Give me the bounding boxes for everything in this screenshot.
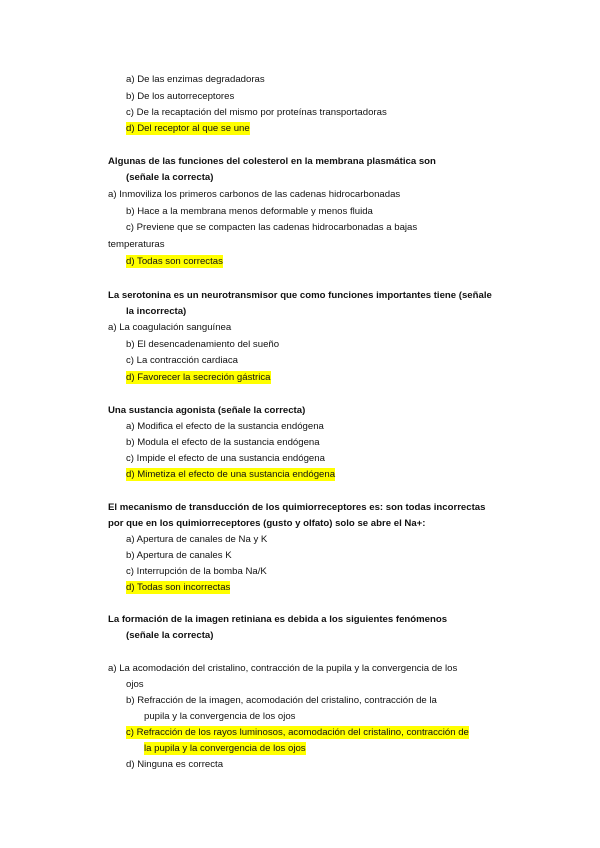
question-title-cont: (señale la correcta): [126, 172, 214, 183]
option-a: a) Apertura de canales de Na y K: [126, 534, 268, 545]
question-title-cont: por que en los quimiorreceptores (gusto y olfato) solo se abre el Na+:: [108, 518, 426, 529]
option-b-cont: pupila y la convergencia de los ojos: [144, 711, 296, 722]
option-c: c) De la recaptación del mismo por proteínas transportadoras: [126, 107, 387, 118]
option-b: b) Modula el efecto de la sustancia endógena: [126, 437, 320, 448]
option-b: b) De los autorreceptores: [126, 91, 235, 102]
option-b: b) Hace a la membrana menos deformable y menos fluida: [126, 206, 373, 217]
option-a: a) Inmoviliza los primeros carbonos de las cadenas hidrocarbonadas: [108, 189, 401, 200]
option-a-cont: ojos: [126, 679, 144, 690]
option-b: b) El desencadenamiento del sueño: [126, 339, 280, 350]
question-title: Algunas de las funciones del colesterol en la membrana plasmática son: [108, 156, 436, 167]
question-title: La serotonina es un neurotransmisor que como funciones importantes tiene (señale: [108, 290, 492, 301]
option-c-cont: temperaturas: [108, 239, 165, 250]
option-c-highlighted: c) Refracción de los rayos luminosos, acomodación del cristalino, contracción de: [126, 727, 469, 738]
option-a: a) Modifica el efecto de la sustancia endógena: [126, 421, 324, 432]
question-title: Una sustancia agonista (señale la correcta): [108, 405, 306, 416]
option-a: a) La coagulación sanguínea: [108, 322, 232, 333]
option-d-highlighted: d) Todas son incorrectas: [126, 582, 231, 593]
option-d: d) Ninguna es correcta: [126, 759, 224, 770]
option-d-highlighted: d) Mimetiza el efecto de una sustancia endógena: [126, 469, 336, 480]
option-b: b) Apertura de canales K: [126, 550, 232, 561]
option-d-highlighted: d) Del receptor al que se une: [126, 123, 250, 134]
option-c: c) Previene que se compacten las cadenas hidrocarbonadas a bajas: [126, 222, 418, 233]
option-c: c) Interrupción de la bomba Na/K: [126, 566, 267, 577]
question-title-cont: (señale la correcta): [126, 630, 214, 641]
option-c: c) Impide el efecto de una sustancia endógena: [126, 453, 325, 464]
option-c-highlighted-cont: la pupila y la convergencia de los ojos: [144, 743, 306, 754]
option-b: b) Refracción de la imagen, acomodación del cristalino, contracción de la: [126, 695, 437, 706]
option-a: a) La acomodación del cristalino, contracción de la pupila y la convergencia de los: [108, 663, 458, 674]
option-d-highlighted: d) Favorecer la secreción gástrica: [126, 372, 271, 383]
question-title-cont: la incorrecta): [126, 306, 187, 317]
option-d-highlighted: d) Todas son correctas: [126, 256, 223, 267]
option-c: c) La contracción cardiaca: [126, 355, 238, 366]
question-title: La formación de la imagen retiniana es debida a los siguientes fenómenos: [108, 614, 448, 625]
question-title: El mecanismo de transducción de los quimiorreceptores es: son todas incorrectas: [108, 502, 486, 513]
option-a: a) De las enzimas degradadoras: [126, 74, 265, 85]
